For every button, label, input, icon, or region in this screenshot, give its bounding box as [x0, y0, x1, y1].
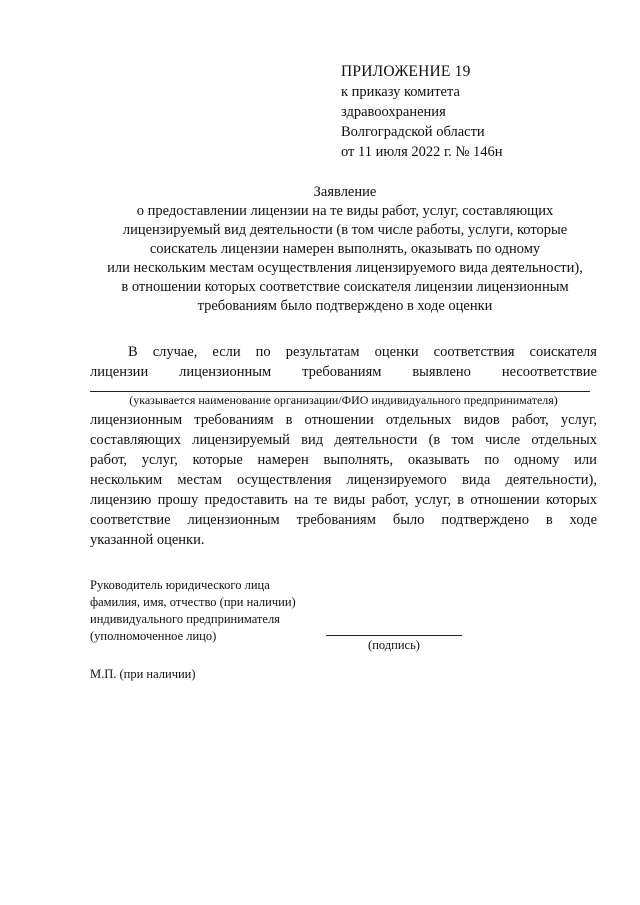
word: которых [545, 492, 597, 508]
paragraph-line [90, 410, 597, 430]
word: видов [463, 412, 500, 428]
word: (в [428, 432, 441, 448]
word: случае, [152, 344, 198, 360]
signature-label: (подпись) [368, 638, 420, 652]
title-line: или нескольким местам осуществления лицензируемого вида деятельности), [107, 260, 583, 276]
word: в [457, 492, 465, 508]
paragraph-line [90, 470, 597, 490]
word: выполнять, [323, 452, 394, 468]
applicant-name-field[interactable] [90, 391, 590, 392]
word: в [285, 412, 293, 428]
paragraph-line [90, 450, 597, 470]
paragraph-line [90, 510, 597, 530]
word: лицензию [90, 492, 152, 508]
word: работ, [90, 452, 127, 468]
statement-line-1 [90, 342, 597, 362]
word: работ, [511, 412, 549, 428]
word: местам [177, 472, 222, 488]
statement-body [90, 342, 597, 382]
word: В [128, 344, 138, 360]
title-line: о предоставлении лицензии на те виды работ, услуг, составляющих [136, 203, 554, 219]
word: требованиям [302, 364, 382, 380]
word: те [314, 492, 328, 508]
appendix-line: от 11 июля 2022 г. № 146н [341, 144, 503, 160]
paragraph-line [90, 490, 597, 510]
word: отношении [470, 492, 540, 508]
signatory-block [90, 577, 296, 645]
word: если [212, 344, 241, 360]
word: было [392, 512, 425, 528]
title-line: соискатель лицензии намерен выполнять, оказывать по одному [149, 241, 541, 257]
word: услуг, [141, 452, 178, 468]
word: на [294, 492, 309, 508]
word: по [255, 344, 271, 360]
word: выявлено [412, 364, 471, 380]
statement-paragraph [90, 410, 597, 550]
word: ходе [569, 512, 597, 528]
signatory-line: индивидуального предпринимателя [90, 612, 280, 626]
word: требованиям [194, 412, 274, 428]
word: лицензируемый [192, 432, 290, 448]
signatory-line: Руководитель юридического лица [90, 578, 270, 592]
word: несоответствие [501, 364, 597, 380]
word: отношении [304, 412, 374, 428]
word: подтверждено [441, 512, 529, 528]
word: или [574, 452, 597, 468]
word: числе [484, 432, 521, 448]
appendix-line: Волгоградской области [341, 124, 485, 140]
word: оказывать [407, 452, 470, 468]
word: лицензионным [187, 512, 280, 528]
word: лицензионным [90, 412, 183, 428]
word: лицензии [90, 364, 149, 380]
statement-line-2 [90, 362, 597, 382]
word: вида [461, 472, 491, 488]
word: намерен [257, 452, 309, 468]
word: которые [192, 452, 243, 468]
word: по [484, 452, 500, 468]
signature-field[interactable] [326, 635, 462, 636]
word: соответствия [433, 344, 515, 360]
title-line: в отношении которых соответствие соискателя лицензии лицензионным [121, 279, 569, 295]
word: том [451, 432, 474, 448]
appendix-block [341, 62, 503, 162]
word: нескольким [90, 472, 163, 488]
word: осуществления [237, 472, 332, 488]
title-line: Заявление [313, 184, 377, 200]
paragraph-last-line: указанной оценки. [90, 532, 205, 548]
word: предоставить [204, 492, 288, 508]
word: отдельных [385, 412, 452, 428]
word: результатам [285, 344, 360, 360]
word: требованиям [296, 512, 376, 528]
word: оценки [374, 344, 419, 360]
word: вид [301, 432, 324, 448]
word: деятельности), [505, 472, 597, 488]
word: соискателя [529, 344, 597, 360]
word: составляющих [90, 432, 182, 448]
word: отдельных [531, 432, 597, 448]
word: услуг, [560, 412, 597, 428]
word: деятельности [334, 432, 418, 448]
title-line: лицензируемый вид деятельности (в том числе работы, услуги, которые [122, 222, 568, 238]
title-line: требованиям было подтверждено в ходе оценки [197, 298, 493, 314]
paragraph-line [90, 430, 597, 450]
seal-note: М.П. (при наличии) [90, 667, 196, 681]
word: работ, [371, 492, 409, 508]
document-title [90, 183, 600, 316]
word: в [545, 512, 553, 528]
appendix-heading: ПРИЛОЖЕНИЕ 19 [341, 63, 471, 80]
word: лицензируемого [346, 472, 447, 488]
word: виды [333, 492, 366, 508]
word: прошу [157, 492, 199, 508]
word: услуг, [414, 492, 451, 508]
applicant-field-hint: (указывается наименование организации/ФИО индивидуального предпринимателя) [129, 393, 558, 407]
word: соответствие [90, 512, 171, 528]
signatory-line: фамилия, имя, отчество (при наличии) [90, 595, 296, 609]
appendix-line: к приказу комитета [341, 84, 460, 100]
appendix-line: здравоохранения [341, 104, 446, 120]
signatory-line: (уполномоченное лицо) [90, 629, 217, 643]
word: одному [514, 452, 560, 468]
word: лицензионным [179, 364, 272, 380]
